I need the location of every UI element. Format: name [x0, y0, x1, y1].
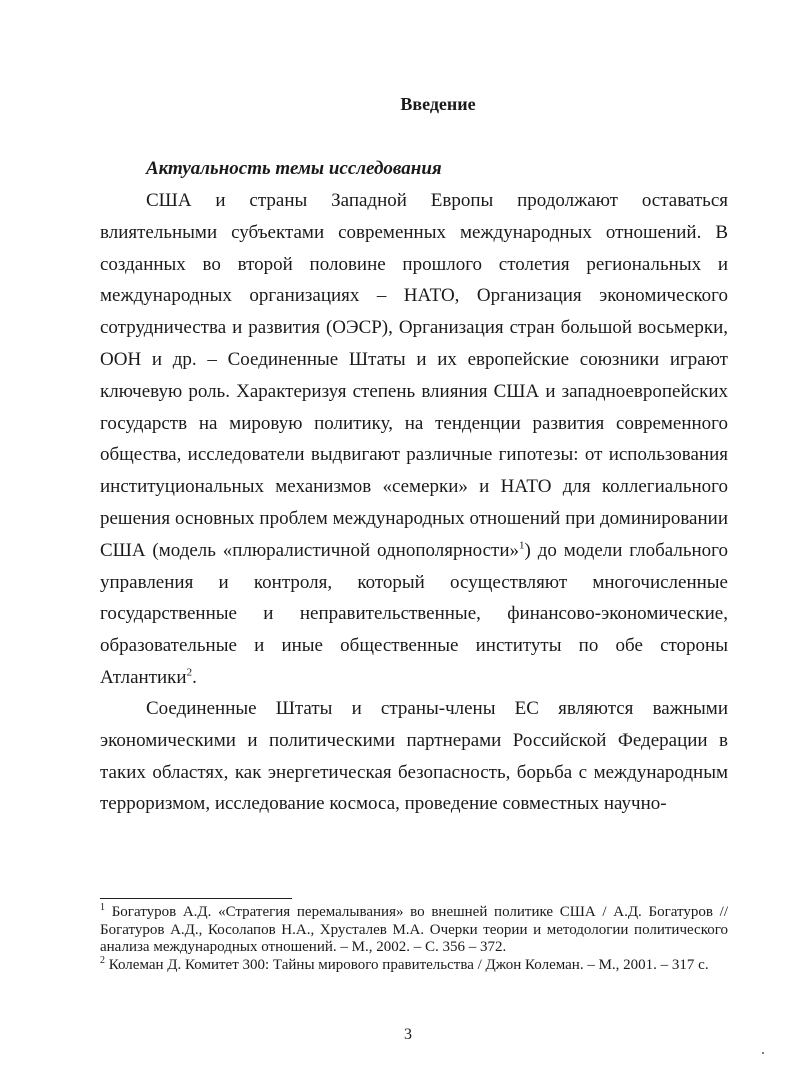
footnote-marker: 2: [100, 954, 105, 966]
footnote-2: [100, 954, 728, 975]
paragraph-1-text-a: США и страны Западной Европы продолжают оставаться влиятельными субъектами современных международных отношений. В созданных во второй половине прошлого столетия региональных и международных организациях – НАТО, Организация экономического сотрудничества и развития (ОЭСР), Организация стран большой восьмерки, ООН и др. – Соединенные Штаты и их европейские союзники играют ключевую роль. Характеризуя степень влияния США и западноевропейских государств на мировую политику, на тенденции развития современного общества, исследователи выдвигают различные гипотезы: от использования институциональных механизмов «семерки» и НАТО для коллегиального решения основных проблем международных отношений при доминировании США (модель «плюралистичной однополярности»: [100, 190, 728, 561]
page-title: Введение: [400, 94, 476, 114]
scan-speck: [762, 1052, 764, 1054]
paragraph-2: Соединенные Штаты и страны-члены ЕС являются важными экономическими и политическими партнерами Российской Федерации в таких областях, как энергетическая безопасность, борьба с международным терроризмом, исследование космоса, проведение совместных научно-: [100, 698, 728, 815]
footnotes: [100, 904, 728, 974]
footnote-marker: 1: [100, 902, 105, 913]
footnote-ref-2: 2: [186, 666, 193, 679]
footnote-ref-1: 1: [519, 539, 525, 552]
paragraph-1-text-b: ) до модели глобального управления и контроля, который осуществляют многочисленные государственные и неправительственные, финансово-экономические, образовательные и иные общественные институты по обе стороны Атлантики: [100, 539, 728, 688]
paragraph-1: [100, 185, 728, 694]
footnote-1: [100, 904, 728, 957]
section-subheading: Актуальность темы исследования: [146, 158, 442, 179]
footnote-separator: [100, 898, 292, 899]
page-number: 3: [404, 1026, 412, 1043]
footnote-text: Богатуров А.Д. «Стратегия перемалывания» во внешней политике США / А.Д. Богатуров // Богатуров А.Д., Косолапов Н.А., Хрусталев М.А. Очерки теории и методологии политического анализа международных отношений. – М., 2002. – С. 356 – 372.: [100, 904, 728, 955]
paragraph-1-text-c: .: [192, 666, 197, 688]
footnote-text: Колеман Д. Комитет 300: Тайны мирового правительства / Джон Колеман. – М., 2001. – 317 с.: [108, 956, 709, 973]
